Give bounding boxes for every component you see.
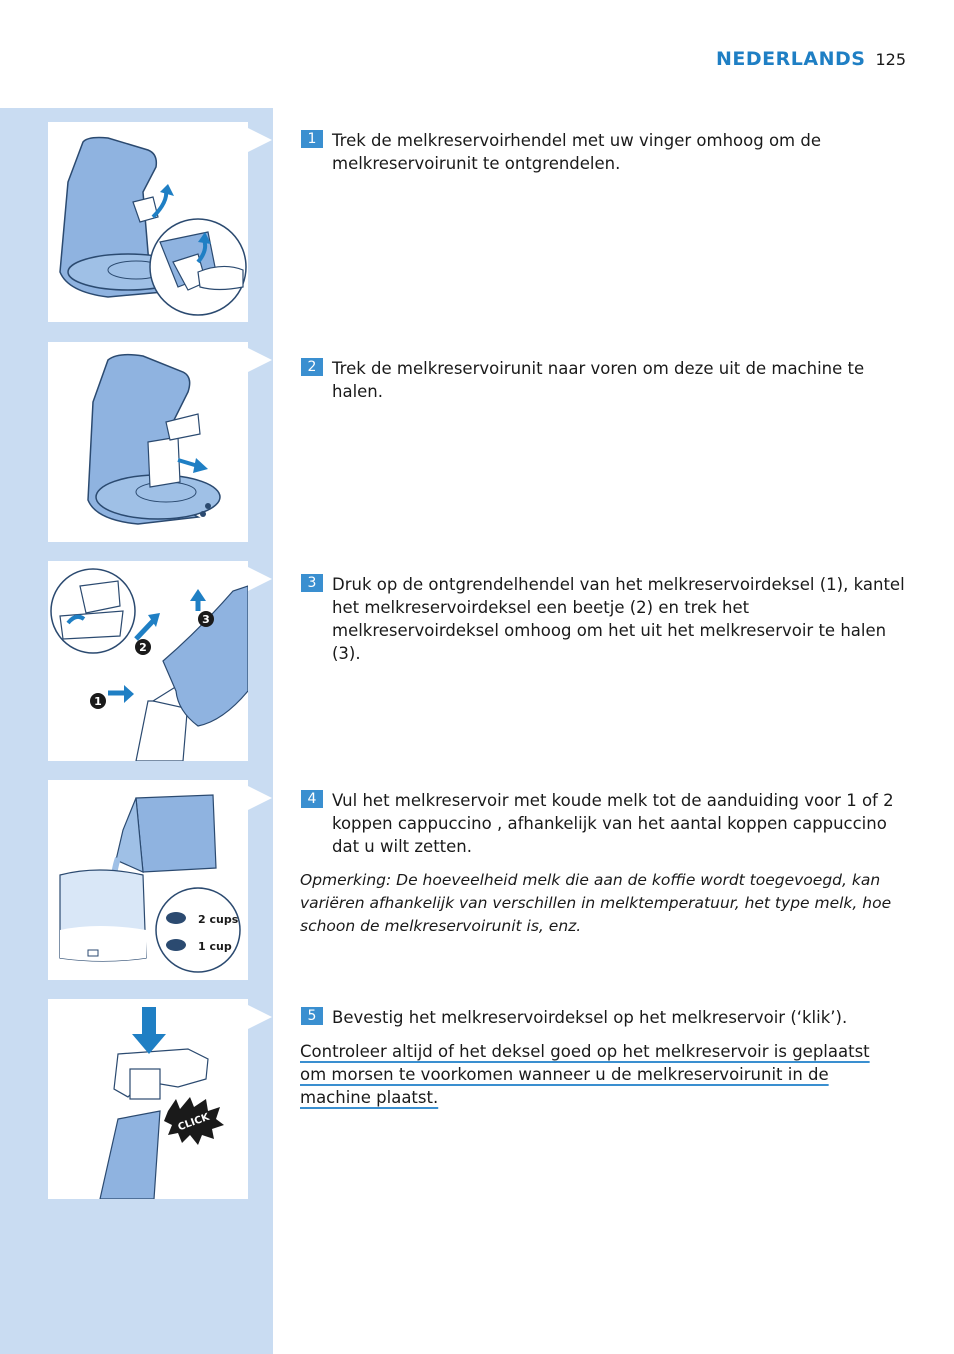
language-label: NEDERLANDS — [716, 48, 866, 70]
warning-underlined: Controleer altijd of het deksel goed op het melkreservoir is geplaatst om morsen te voorkomen wanneer u de melkreservoirunit in de machine plaatst. — [300, 1042, 870, 1107]
step-2 — [301, 357, 911, 403]
page-header — [716, 48, 906, 70]
illustration-step-5 — [48, 999, 248, 1199]
page-number: 125 — [875, 50, 906, 69]
click-label: CLICK — [176, 1111, 211, 1134]
pointer-3 — [248, 567, 272, 591]
step-number-badge: 1 — [301, 130, 323, 148]
two-cups-label: 2 cups — [198, 913, 239, 926]
step-3 — [301, 573, 911, 665]
pointer-2 — [248, 348, 272, 372]
step-4 — [301, 789, 911, 858]
step-number-badge: 5 — [301, 1007, 323, 1025]
illustration-step-4 — [48, 780, 248, 980]
illustration-step-2 — [48, 342, 248, 542]
step-text: Trek de melkreservoirhendel met uw vinger omhoog om de melkreservoirunit te ontgrendelen. — [332, 131, 821, 173]
step-1 — [301, 129, 911, 175]
step-number-badge: 4 — [301, 790, 323, 808]
marker-3: 3 — [202, 613, 210, 626]
pointer-4 — [248, 786, 272, 810]
step-text: Druk op de ontgrendelhendel van het melkreservoirdeksel (1), kantel het melkreservoirdeksel een beetje (2) en trek het melkreservoirdeksel omhoog om het uit het melkreservoir te halen (3). — [332, 575, 905, 663]
one-cup-label: 1 cup — [198, 940, 232, 953]
warning-text — [300, 1040, 900, 1109]
note-text: Opmerking: De hoeveelheid melk die aan de koffie wordt toegevoegd, kan variëren afhankelijk van verschillen in melktemperatuur, het type melk, hoe schoon de melkreservoirunit is, enz. — [300, 871, 892, 935]
illustration-step-3 — [48, 561, 248, 761]
marker-1: 1 — [94, 695, 102, 708]
step-text: Bevestig het melkreservoirdeksel op het melkreservoir (‘klik’). — [332, 1008, 848, 1027]
illustration-step-1 — [48, 122, 248, 322]
pointer-1 — [248, 128, 272, 152]
step-number-badge: 2 — [301, 358, 323, 376]
pointer-5 — [248, 1005, 272, 1029]
step-5 — [301, 1006, 911, 1029]
step-text: Trek de melkreservoirunit naar voren om deze uit de machine te halen. — [332, 359, 865, 401]
step-number-badge: 3 — [301, 574, 323, 592]
step-text: Vul het melkreservoir met koude melk tot de aanduiding voor 1 of 2 koppen cappuccino , afhankelijk van het aantal koppen cappuccino dat u wilt zetten. — [332, 791, 894, 856]
marker-2: 2 — [139, 641, 147, 654]
